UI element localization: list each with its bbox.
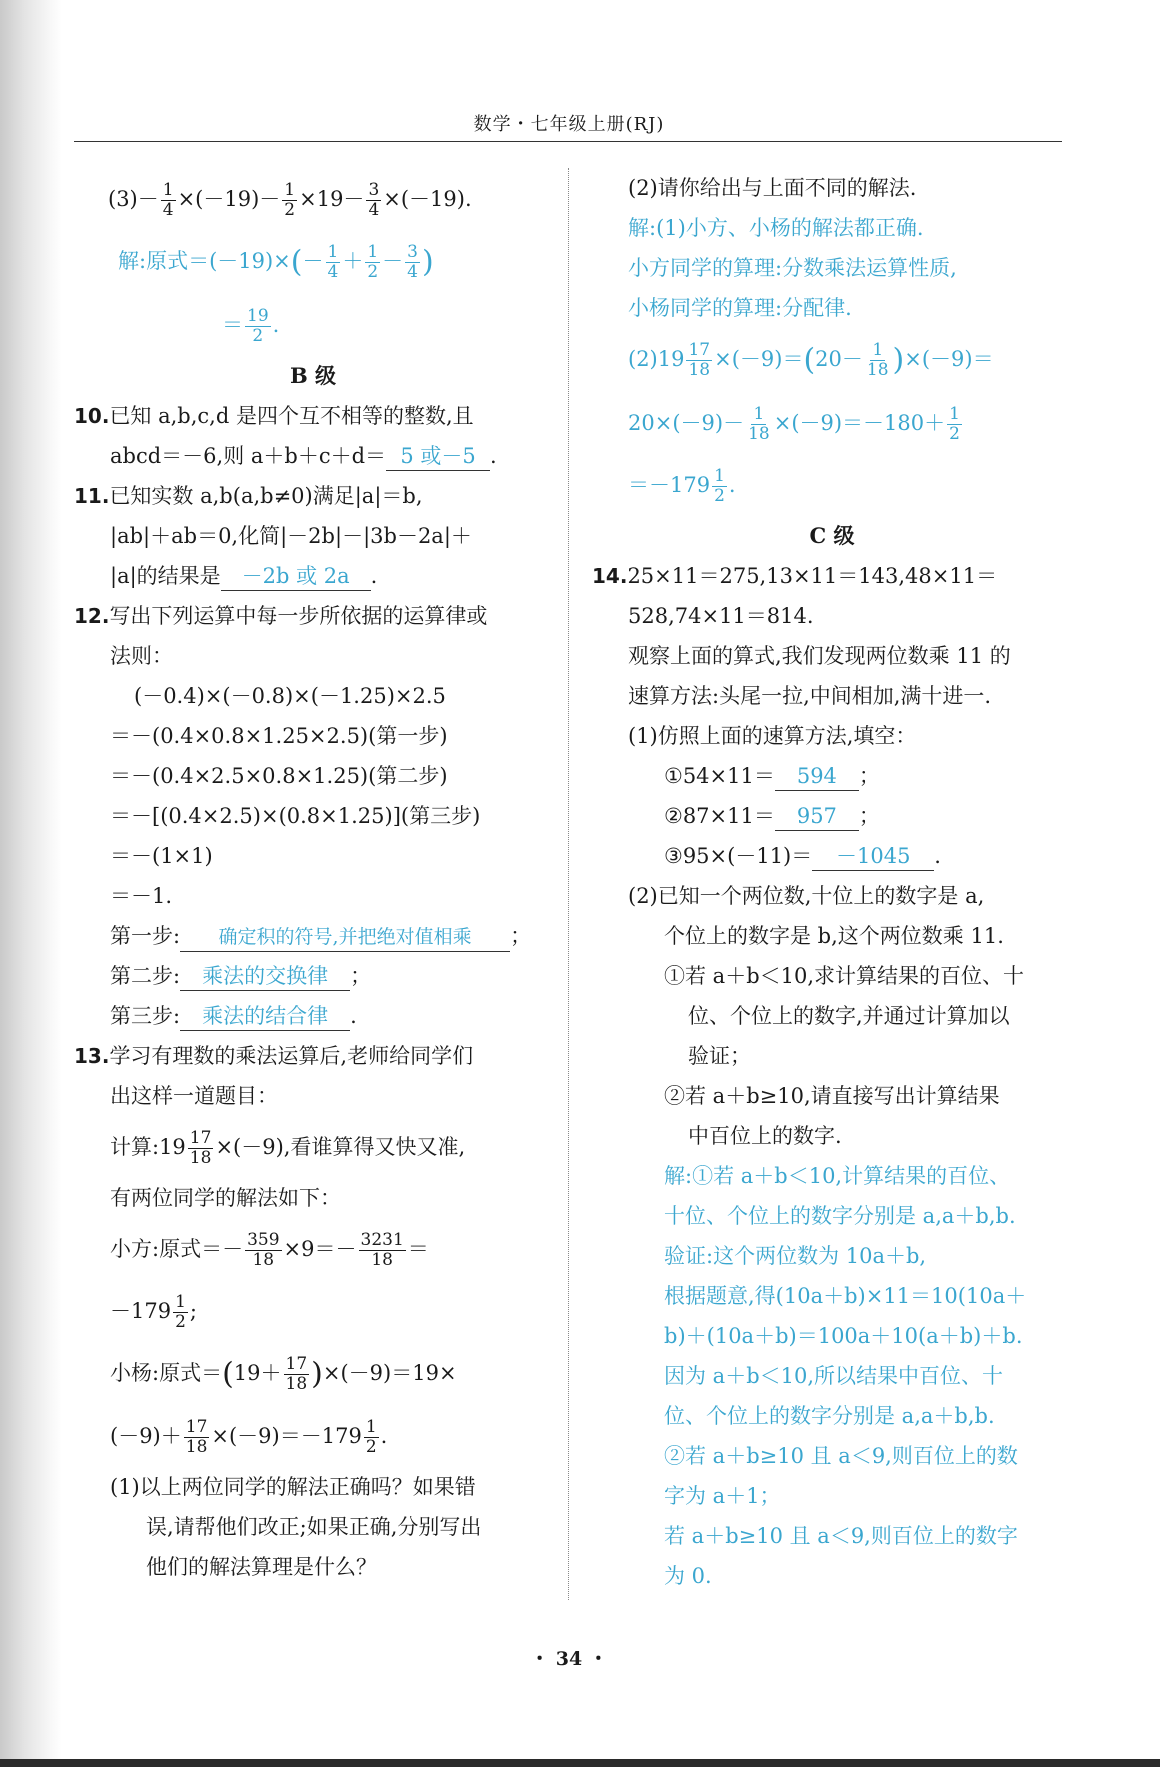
q13-solution-4: (2)19 $\frac{17}{18}$ ×(－9)＝(20－ $\frac{1}{18}$ )×(－9)＝ — [628, 340, 994, 380]
q14-solution-11: 为 0. — [664, 1563, 712, 1588]
q14-line2: 528,74×11＝814. — [628, 603, 814, 628]
q12-line1: 12.写出下列运算中每一步所依据的运算律或 — [74, 603, 488, 628]
q14-solution-1: 解:①若 a＋b＜10,计算结果的百位、 — [664, 1163, 1011, 1188]
q14-solution-6: 因为 a＋b＜10,所以结果中百位、十 — [664, 1363, 1004, 1388]
level-b-heading: B 级 — [289, 362, 337, 388]
q13-line1: 13.学习有理数的乘法运算后,老师给同学们 — [74, 1043, 474, 1068]
q13-solution-5: 20×(－9)－ $\frac{1}{18}$ ×(－9)＝－180＋ $\frac{1}{2}$ — [628, 403, 960, 444]
fraction: $\frac{1}{4}$ — [162, 180, 174, 220]
q14-part2-line1: (2)已知一个两位数,十位上的数字是 a, — [628, 883, 985, 908]
xiaofang-line1: 小方:原式＝－ $\frac{359}{18}$ ×9＝－ $\frac{3231}{18}$ ＝ — [110, 1229, 429, 1270]
q12-line2: 法则： — [110, 643, 173, 668]
q13-part2: (2)请你给出与上面不同的解法. — [628, 176, 917, 200]
q12-calc4: ＝－[(0.4×2.5)×(0.8×1.25)](第三步) — [110, 803, 481, 828]
q14-line5: (1)仿照上面的速算方法,填空： — [628, 723, 917, 748]
q12-step1: 第一步: 确定积的符号,并把绝对值相乘 ； — [74, 916, 552, 956]
q14-solution-8: ②若 a＋b≥10 且 a＜9,则百位上的数 — [664, 1443, 1018, 1468]
q14-part2-line3: ①若 a＋b＜10,求计算结果的百位、十 — [664, 963, 1025, 988]
xiaoyang-line1: 小杨:原式＝(19＋ $\frac{17}{18}$ )×(－9)＝19× — [110, 1353, 457, 1394]
xiaofang-line2: －179 $\frac{1}{2}$ ; — [110, 1291, 197, 1332]
column-separator — [568, 168, 569, 1600]
page-number: ・ 34 ・ — [530, 1648, 608, 1670]
q14-part2-line2: 个位上的数字是 b,这个两位数乘 11. — [664, 923, 1004, 948]
q14-solution-4: 根据题意,得(10a＋b)×11＝10(10a＋ — [664, 1283, 1027, 1308]
q12-step2: 第二步: 乘法的交换律 ； — [74, 956, 552, 996]
q13-part1-line2: 误,请帮他们改正;如果正确,分别写出 — [146, 1515, 482, 1539]
page-header: 数学・七年级上册(RJ) — [473, 114, 665, 135]
q14-line1: 14.25×11＝275,13×11＝143,48×11＝ — [592, 563, 998, 588]
q13-line2: 出这样一道题目： — [110, 1083, 278, 1108]
q14-part2-line7: 中百位上的数字. — [688, 1123, 842, 1148]
q14-answer1: 594 — [775, 762, 859, 791]
q12-calc1: (－0.4)×(－0.8)×(－1.25)×2.5 — [134, 683, 446, 708]
q12-calc5: ＝－(1×1) — [110, 843, 213, 868]
q13-part1-line1: (1)以上两位同学的解法正确吗？如果错 — [110, 1475, 476, 1499]
header-rule — [74, 141, 1062, 142]
bottom-bar — [0, 1759, 1160, 1767]
q14-solution-10: 若 a＋b≥10 且 a＜9,则百位上的数字 — [664, 1523, 1018, 1548]
q14-solution-9: 字为 a＋1； — [664, 1483, 781, 1508]
q14-fill1: ①54×11＝ 594 ； — [592, 756, 1072, 796]
q11-line2: |ab|＋ab＝0,化简|－2b|－|3b－2a|＋ — [110, 523, 472, 548]
q12-answer1: 确定积的符号,并把绝对值相乘 — [180, 923, 510, 952]
q12-calc2: ＝－(0.4×0.8×1.25×2.5)(第一步) — [110, 723, 448, 748]
q14-solution-2: 十位、个位上的数字分别是 a,a＋b,b. — [664, 1203, 1016, 1228]
q13-line3: 计算:19 $\frac{17}{18}$ ×(－9),看谁算得又快又准, — [110, 1127, 466, 1168]
q14-part2-line4: 位、个位上的数字,并通过计算加以 — [688, 1003, 1010, 1028]
q14-solution-3: 验证:这个两位数为 10a＋b, — [664, 1243, 927, 1268]
q14-fill2: ②87×11＝ 957 ； — [592, 796, 1072, 836]
q11-answer: －2b 或 2a — [221, 562, 371, 591]
fraction: $\frac{3}{4}$ — [368, 180, 380, 220]
q13-line4: 有两位同学的解法如下： — [110, 1185, 341, 1210]
fraction: $\frac{1}{2}$ — [284, 180, 296, 220]
q13-solution-2: 小方同学的算理:分数乘法运算性质, — [628, 256, 957, 280]
q11-line1: 11.已知实数 a,b(a,b≠0)满足|a|＝b, — [74, 483, 423, 508]
q12-step3: 第三步: 乘法的结合律 . — [74, 996, 552, 1036]
q14-part2-line5: 验证； — [688, 1043, 751, 1068]
q14-solution-7: 位、个位上的数字分别是 a,a＋b,b. — [664, 1403, 995, 1428]
page-edge-shadow — [0, 0, 62, 1767]
left-column — [74, 168, 552, 1587]
q14-line4: 速算方法:头尾一拉,中间相加,满十进一. — [628, 683, 992, 708]
q11-line3: |a|的结果是 －2b 或 2a . — [74, 556, 552, 596]
q10-line1: 10.已知 a,b,c,d 是四个互不相等的整数,且 — [74, 403, 474, 428]
q14-answer2: 957 — [775, 802, 859, 831]
q13-solution-3: 小杨同学的算理:分配律. — [628, 296, 852, 320]
q9-solution-line2: ＝ $\frac{19}{2}$ . — [222, 305, 280, 346]
q13-part1-line3: 他们的解法算理是什么？ — [146, 1555, 377, 1579]
q12-answer2: 乘法的交换律 — [180, 962, 350, 991]
q10-answer: 5 或－5 — [386, 442, 490, 471]
q9-solution-line1: 解:原式＝(－19)×(－ $\frac{1}{4}$ ＋ $\frac{1}{2}$ － $\frac{3}{4}$ ) — [118, 242, 434, 282]
q13-solution-1: 解:(1)小方、小杨的解法都正确. — [628, 216, 924, 240]
xiaoyang-line2: (－9)＋ $\frac{17}{18}$ ×(－9)＝－179 $\frac{1}{2}$ . — [110, 1417, 388, 1457]
q14-answer3: －1045 — [812, 842, 934, 871]
q12-calc6: ＝－1. — [110, 883, 173, 908]
q14-part2-line6: ②若 a＋b≥10,请直接写出计算结果 — [664, 1083, 1000, 1108]
level-c-heading: C 级 — [809, 522, 855, 548]
right-column — [592, 168, 1072, 1596]
q12-calc3: ＝－(0.4×2.5×0.8×1.25)(第二步) — [110, 763, 448, 788]
q14-fill3: ③95×(－11)＝ －1045 . — [592, 836, 1072, 876]
q14-solution-5: b)＋(10a＋b)＝100a＋10(a＋b)＋b. — [664, 1323, 1023, 1348]
q10-line2: abcd＝－6,则 a＋b＋c＋d＝ 5 或－5 . — [74, 436, 552, 476]
q14-line3: 观察上面的算式,我们发现两位数乘 11 的 — [628, 643, 1011, 668]
q13-solution-6: ＝－179 $\frac{1}{2}$ . — [628, 465, 736, 506]
q12-answer3: 乘法的结合律 — [180, 1002, 350, 1031]
q9-part3: (3)－ $\frac{1}{4}$ ×(－19)－ $\frac{1}{2}$ ×19－ $\frac{3}{4}$ ×(－19). — [108, 180, 472, 220]
